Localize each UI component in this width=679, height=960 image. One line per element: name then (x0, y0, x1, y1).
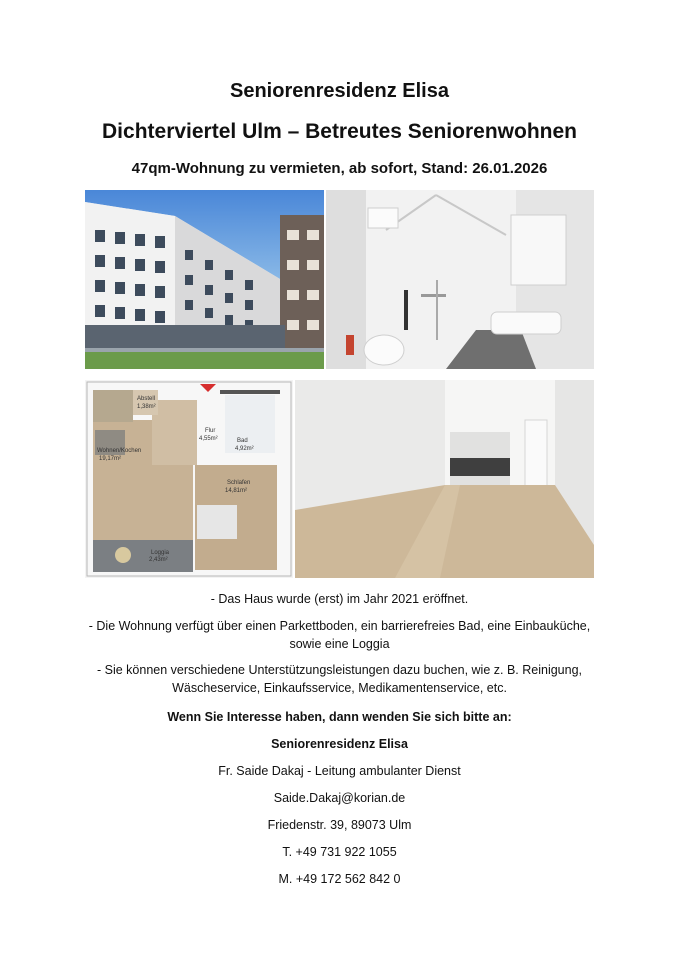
contact-org: Seniorenresidenz Elisa (271, 737, 408, 751)
services-line-1: - Sie können verschiedene Unterstützungsleistungen dazu buchen, wie z. B. Reinigung, (96, 663, 583, 677)
bathroom-photo (326, 190, 594, 369)
contact-address: Friedenstr. 39, 89073 Ulm (267, 818, 412, 832)
floorplan-label: Abstell (137, 396, 156, 402)
living-room-photo (295, 380, 594, 578)
contact-mobile: M. +49 172 562 842 0 (278, 872, 401, 886)
page-subtitle: Dichterviertel Ulm – Betreutes Seniorenwohnen (102, 120, 577, 143)
features-text (60, 617, 619, 653)
page-title: Seniorenresidenz Elisa (230, 80, 449, 102)
opened-text: - Das Haus wurde (erst) im Jahr 2021 eröffnet. (210, 592, 469, 606)
contact-email[interactable]: Saide.Dakaj@korian.de (273, 791, 406, 805)
floorplan-label: Loggia (151, 550, 170, 556)
floorplan-label: 2,43m² (149, 557, 168, 563)
floorplan-label: 4,92m² (235, 446, 254, 452)
services-text (60, 661, 619, 697)
services-line-2: Wäscheservice, Einkaufsservice, Medikamentenservice, etc. (172, 681, 507, 695)
features-line-1: - Die Wohnung verfügt über einen Parkettboden, ein barrierefreies Bad, eine Einbauküche, (88, 619, 591, 633)
features-line-2: sowie eine Loggia (289, 637, 390, 651)
building-photo (85, 190, 324, 369)
floorplan-label: 1,38m² (137, 404, 156, 410)
floorplan-label: Wohnen/Kochen (97, 448, 142, 454)
floorplan-label: 4,55m² (199, 436, 218, 442)
floorplan-label: Bad (237, 438, 248, 444)
contact-person: Fr. Saide Dakaj - Leitung ambulanter Dienst (218, 764, 461, 778)
floorplan-label: Flur (205, 428, 216, 434)
floorplan-image (85, 380, 293, 578)
offer-heading: 47qm-Wohnung zu vermieten, ab sofort, Stand: 26.01.2026 (131, 160, 548, 177)
floorplan-label: Schlafen (227, 480, 251, 486)
contact-intro: Wenn Sie Interesse haben, dann wenden Sie sich bitte an: (167, 710, 512, 724)
floorplan-label: 14,81m² (225, 488, 248, 494)
floorplan-label: 19,17m² (99, 456, 122, 462)
contact-phone: T. +49 731 922 1055 (282, 845, 397, 859)
